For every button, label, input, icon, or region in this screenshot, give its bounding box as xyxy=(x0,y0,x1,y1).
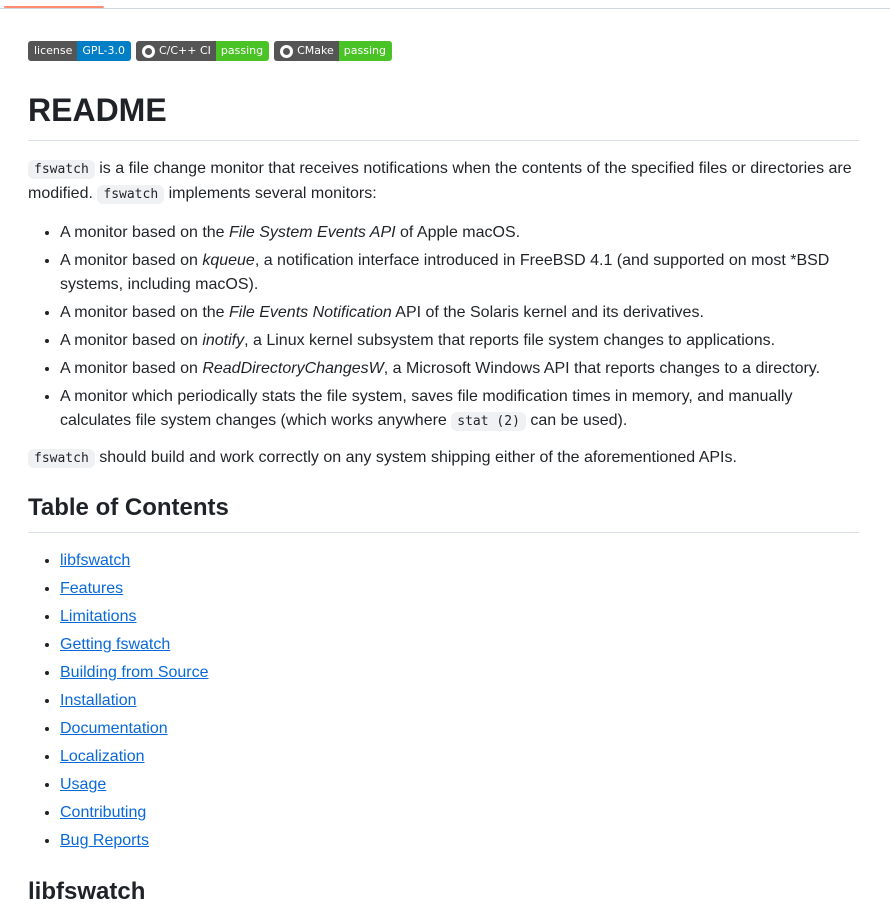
list-item xyxy=(60,829,859,853)
github-icon xyxy=(280,45,293,58)
list-item xyxy=(60,221,859,245)
emphasis: inotify xyxy=(202,332,245,349)
page-title: README xyxy=(28,90,859,141)
toc-link[interactable]: Limitations xyxy=(60,608,137,625)
inline-code: fswatch xyxy=(97,185,164,204)
build-note xyxy=(28,446,859,470)
toc-link[interactable]: Contributing xyxy=(60,804,147,821)
monitor-list xyxy=(28,221,859,434)
toc-link[interactable]: Bug Reports xyxy=(60,832,149,849)
inline-code: fswatch xyxy=(28,449,95,468)
text: A monitor based on the xyxy=(60,304,229,321)
text: , a Linux kernel subsystem that reports file system changes to applications. xyxy=(244,332,776,349)
toc-link[interactable]: libfswatch xyxy=(60,552,131,569)
list-item xyxy=(60,745,859,769)
list-item xyxy=(60,689,859,713)
list-item xyxy=(60,717,859,741)
toc-list xyxy=(28,549,859,853)
text: A monitor based on xyxy=(60,332,203,349)
list-item xyxy=(60,801,859,825)
emphasis: File System Events API xyxy=(229,224,396,241)
list-item xyxy=(60,773,859,797)
next-section-heading: libfswatch xyxy=(28,878,146,905)
badge-label-wrap xyxy=(136,41,216,61)
badge-value: passing xyxy=(339,41,392,61)
active-tab-indicator xyxy=(4,6,104,8)
emphasis: File Events Notification xyxy=(229,304,392,321)
license-badge[interactable] xyxy=(28,41,131,61)
text: A monitor based on the xyxy=(60,224,229,241)
toc-link[interactable]: Installation xyxy=(60,692,137,709)
toc-link[interactable]: Documentation xyxy=(60,720,168,737)
list-item xyxy=(60,633,859,657)
text: of Apple macOS. xyxy=(395,224,521,241)
text: , a Microsoft Windows API that reports changes to a directory. xyxy=(383,360,821,377)
text: API of the Solaris kernel and its derivatives. xyxy=(391,304,704,321)
tab-bar xyxy=(0,0,890,9)
text: A monitor based on xyxy=(60,360,203,377)
list-item xyxy=(60,301,859,325)
list-item xyxy=(60,549,859,573)
list-item xyxy=(60,661,859,685)
list-item xyxy=(60,357,859,381)
badge-value: passing xyxy=(216,41,269,61)
toc-heading: Table of Contents xyxy=(28,492,859,533)
list-item xyxy=(60,385,859,434)
text: can be used). xyxy=(525,412,628,429)
text: A monitor which periodically stats the file system, saves file modification times in memory, and manually calculates file system changes (which works anywhere xyxy=(60,388,793,429)
badge-value: GPL-3.0 xyxy=(77,41,131,61)
toc-link[interactable]: Features xyxy=(60,580,124,597)
badge-row xyxy=(28,41,859,61)
readme-content xyxy=(28,41,859,857)
emphasis: kqueue xyxy=(202,252,255,269)
badge-label: license xyxy=(28,41,77,61)
ci-badge[interactable] xyxy=(136,41,269,61)
list-item xyxy=(60,605,859,629)
badge-label: C/C++ CI xyxy=(158,44,211,57)
inline-code: fswatch xyxy=(28,160,95,179)
intro-paragraph xyxy=(28,157,859,207)
toc-link[interactable]: Localization xyxy=(60,748,145,765)
toc-link[interactable]: Getting fswatch xyxy=(60,636,171,653)
text: , a notification interface introduced in FreeBSD 4.1 (and supported on most *BSD systems, including macOS). xyxy=(60,252,830,293)
badge-label: CMake xyxy=(297,44,334,57)
cmake-badge[interactable] xyxy=(274,41,392,61)
toc-link[interactable]: Usage xyxy=(60,776,107,793)
inline-code: stat (2) xyxy=(451,412,526,431)
intro-text: is a file change monitor that receives notifications when the contents of the specified files or directories are modified. xyxy=(28,160,852,202)
text: A monitor based on xyxy=(60,252,203,269)
badge-label-wrap xyxy=(274,41,339,61)
list-item xyxy=(60,329,859,353)
text: should build and work correctly on any system shipping either of the aforementioned APIs. xyxy=(94,449,737,466)
intro-text: implements several monitors: xyxy=(164,185,377,202)
list-item xyxy=(60,577,859,601)
github-icon xyxy=(142,45,155,58)
emphasis: ReadDirectoryChangesW xyxy=(202,360,384,377)
list-item xyxy=(60,249,859,297)
toc-link[interactable]: Building from Source xyxy=(60,664,209,681)
